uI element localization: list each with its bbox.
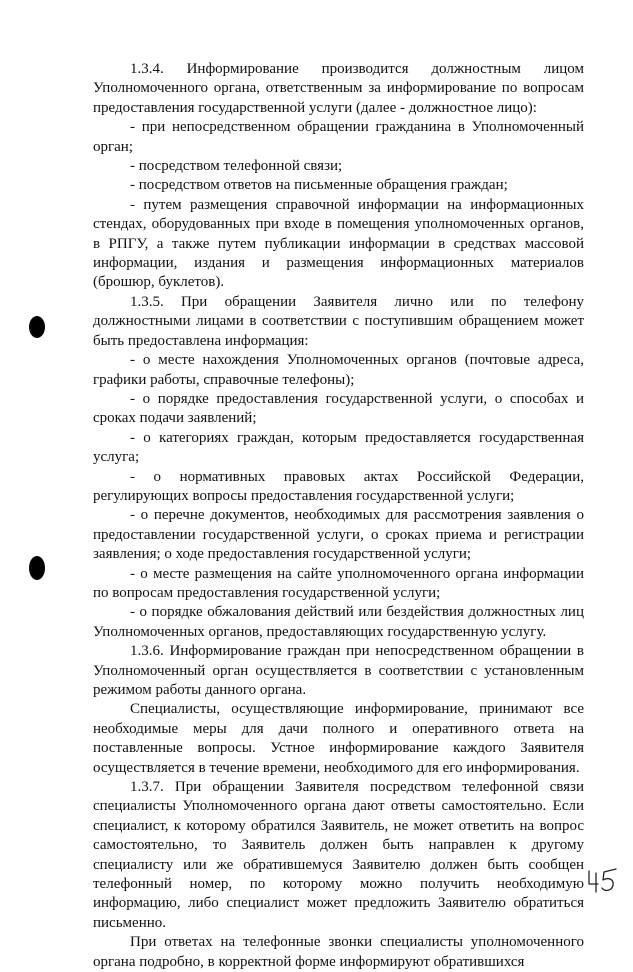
document-body	[93, 60, 584, 972]
punch-hole	[29, 316, 45, 338]
punch-hole	[29, 556, 45, 580]
paragraph: - при непосредственном обращении гражданина в Уполномоченный орган;	[93, 119, 584, 155]
paragraph: - о месте размещения на сайте уполномоченного органа информации по вопросам предоставления государственной услуги;	[93, 565, 584, 601]
paragraph: - о перечне документов, необходимых для рассмотрения заявления о предоставлении государственной услуги, о сроках приема и регистрации заявления; о ходе предоставления государственной услуги;	[93, 507, 584, 563]
paragraph: - о порядке обжалования действий или бездействия должностных лиц Уполномоченных органов, предоставляющих государственную услугу.	[93, 604, 584, 640]
page-number-handwriting-icon	[586, 868, 626, 894]
paragraph: 1.3.7. При обращении Заявителя посредством телефонной связи специалисты Уполномоченного органа дают ответы самостоятельно. Если специалист, к которому обратился Заявитель, не может ответить на вопрос самостоятельно, то Заявитель должен быть направлен к другому специалисту или же обратившемуся Заявителю должен быть сообщен телефонный номер, по которому можно получить необходимую информацию, либо специалист может предложить Заявителю обратиться письменно.	[93, 779, 584, 931]
paragraph: 1.3.5. При обращении Заявителя лично или по телефону должностными лицами в соответствии с поступившим обращением может быть предоставлена информация:	[93, 293, 584, 349]
paragraph: - о порядке предоставления государственной услуги, о способах и сроках подачи заявлений;	[93, 390, 584, 427]
handwritten-page-number	[586, 868, 626, 894]
paragraph: При ответах на телефонные звонки специалисты уполномоченного органа подробно, в корректной форме информируют обратившихся	[93, 934, 584, 970]
paragraph: 1.3.6. Информирование граждан при непосредственном обращении в Уполномоченный орган осуществляется в соответствии с установленным режимом работы данного органа.	[93, 643, 584, 698]
paragraph: - посредством телефонной связи;	[130, 158, 343, 175]
paragraph: 1.3.4. Информирование производится должностным лицом Уполномоченного органа, ответственным за информирование по вопросам предоставления государственной услуги (далее - должностное лицо):	[93, 61, 584, 116]
paragraph: - посредством ответов на письменные обращения граждан;	[130, 177, 508, 194]
paragraph: - путем размещения справочной информации на информационных стендах, оборудованных при входе в помещения уполномоченных органов, в РПГУ, а также путем публикации информации в средствах массовой информации, издания и размещения информационных материалов (брошюр, буклетов).	[93, 196, 584, 291]
paragraph: - о месте нахождения Уполномоченных органов (почтовые адреса, графики работы, справочные телефоны);	[93, 352, 584, 388]
paragraph: - о категориях граждан, которым предоставляется государственная услуга;	[93, 429, 584, 466]
paragraph: - о нормативных правовых актах Российской Федерации, регулирующих вопросы предоставления государственной услуги;	[93, 468, 584, 504]
paragraph: Специалисты, осуществляющие информирование, принимают все необходимые меры для дачи полного и оперативного ответа на поставленные вопросы. Устное информирование каждого Заявителя осуществляется в течение времени, необходимого для его информирования.	[93, 701, 584, 776]
